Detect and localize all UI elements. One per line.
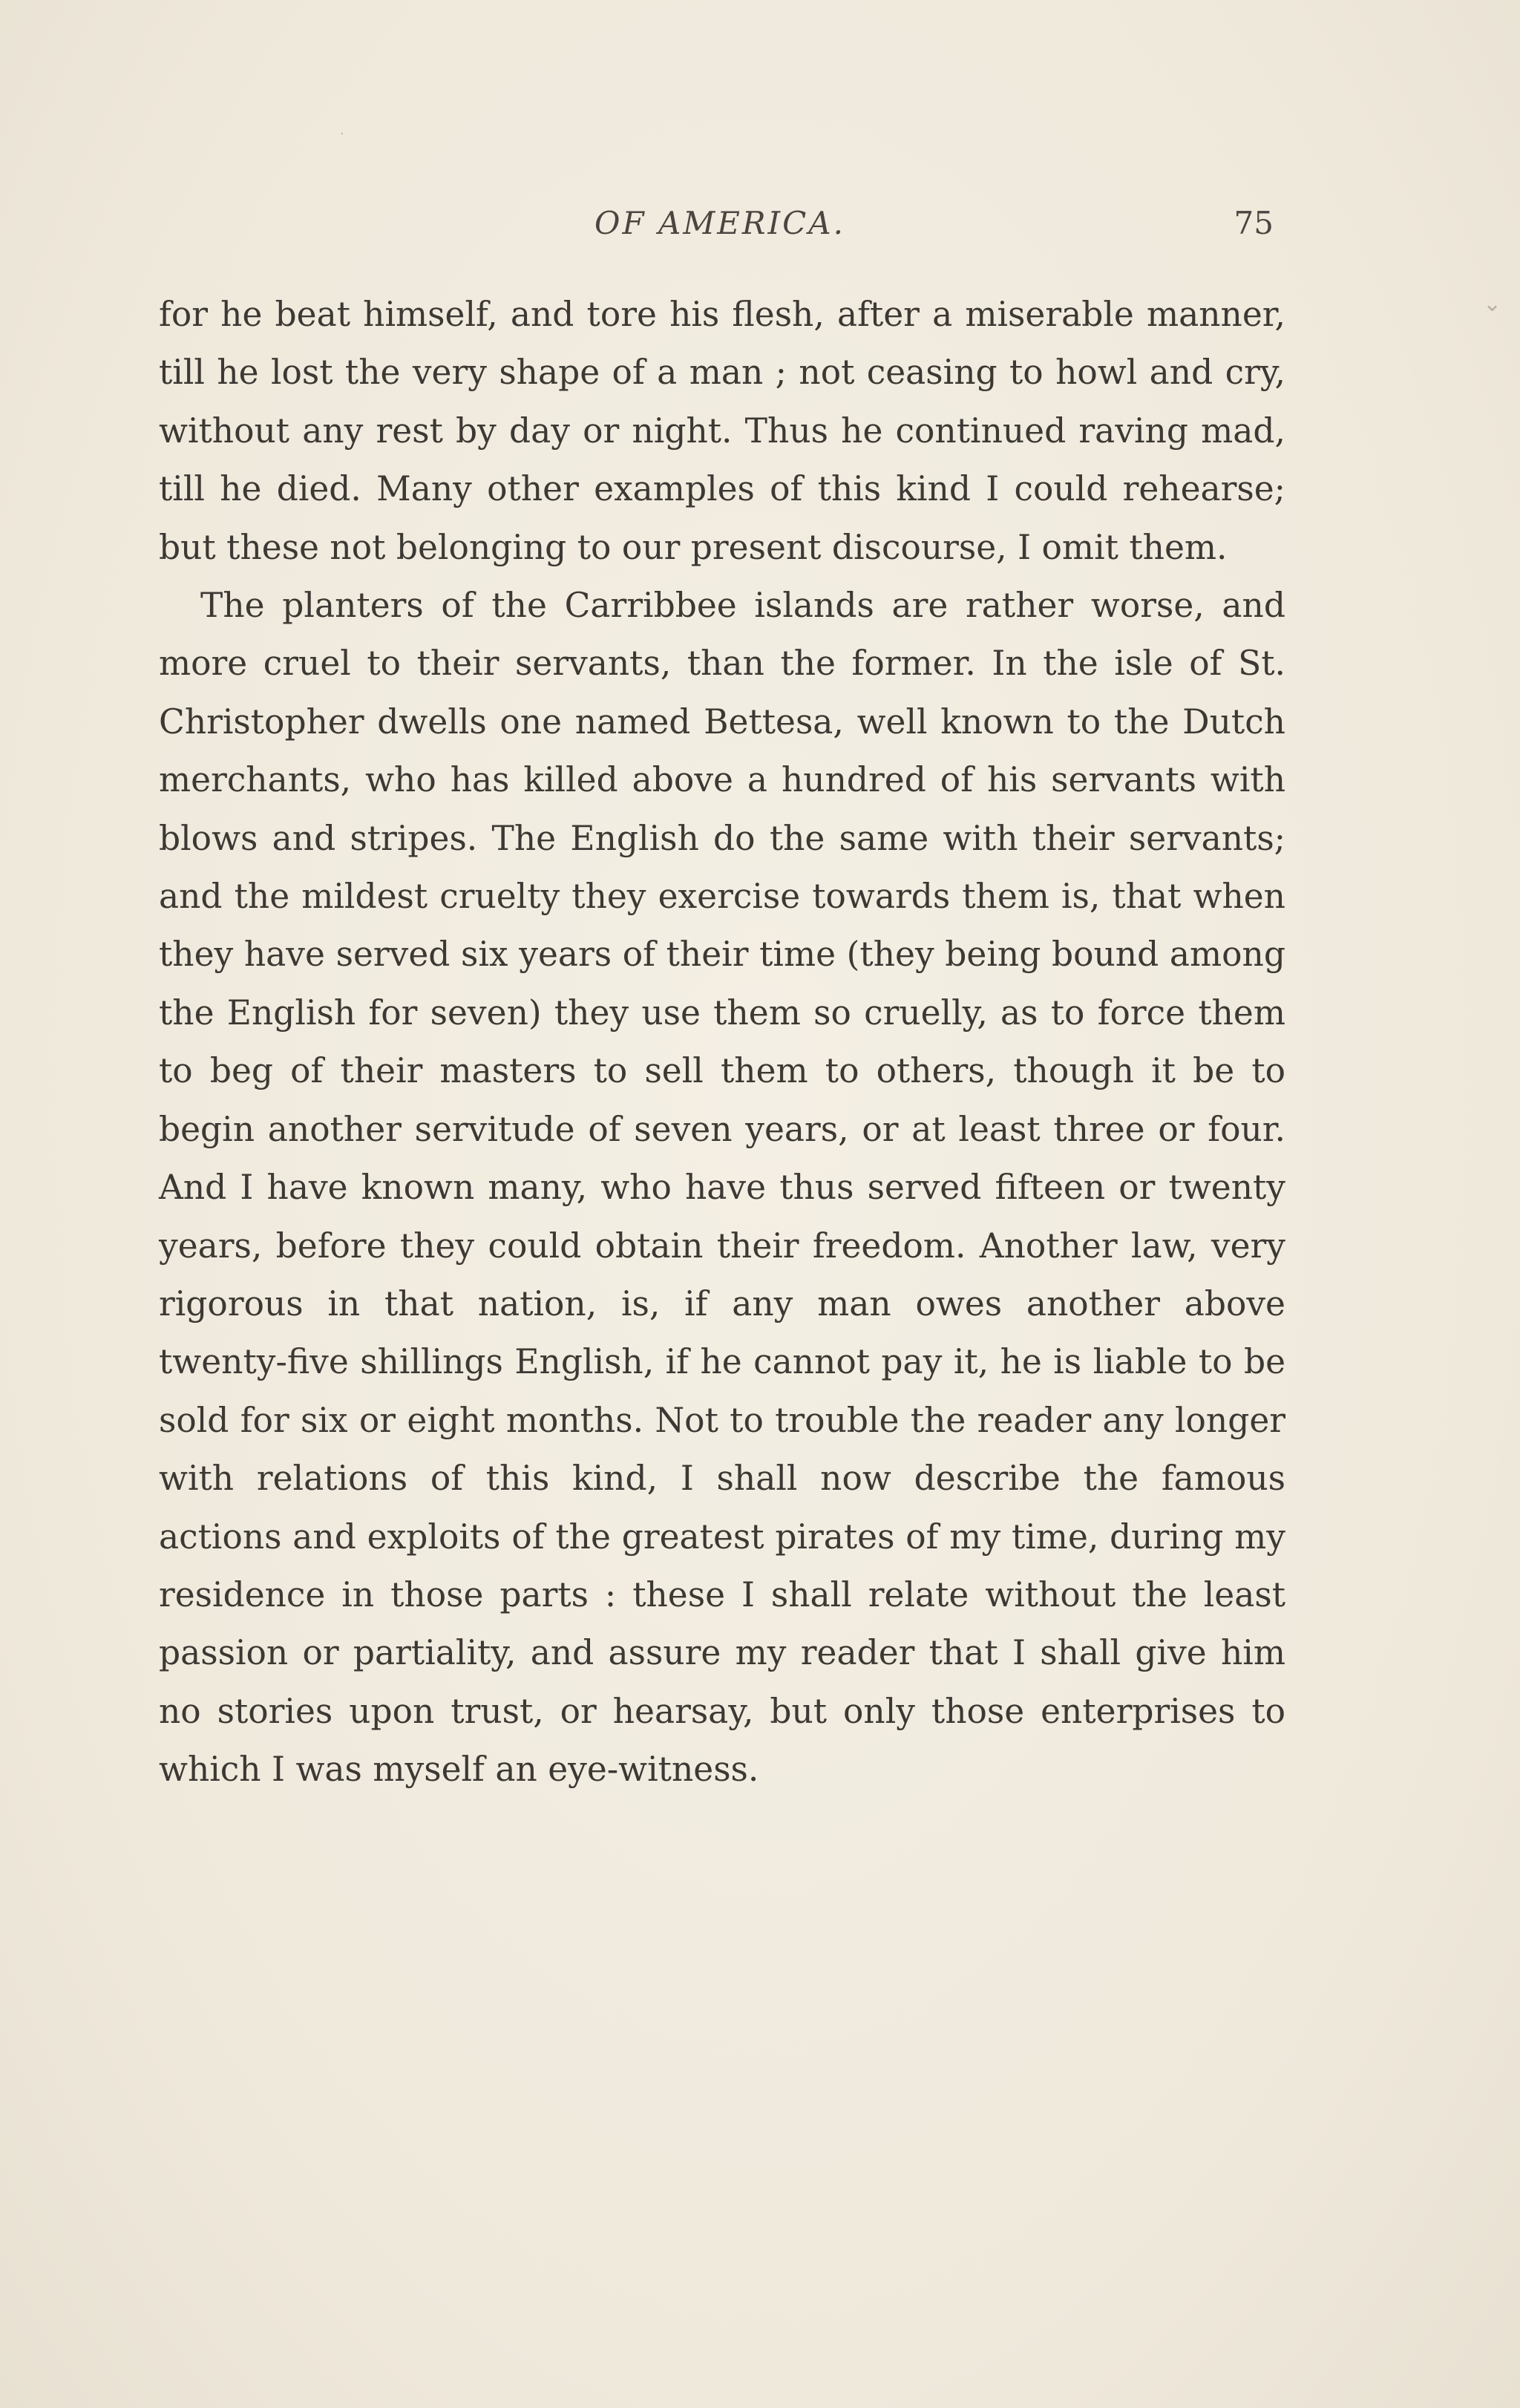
paragraph: for he beat himself, and tore his flesh, after a miserable manner, till he lost the very shape of a man ; not ceasing to howl and cry, without any rest by day or night. Thus he continued raving mad, till he died. Many other examples of this kind I could rehearse; but these not belonging to our present discourse, I omit them.: [159, 295, 1285, 567]
paragraph: The planters of the Carribbee islands are rather worse, and more cruel to their servants, than the former. In the isle of St. Christopher dwells one named Bettesa, well known to the Dutch merchants, who has killed above a hundred of his servants with blows and stripes. The English do the same with their servants; and the mildest cruelty they exercise towards them is, that when they have served six years of their time (they being bound among the English for seven) they use them so cruelly, as to force them to beg of their masters to sell them to others, though it be to begin another servitude of seven years, or at least three or four. And I have known many, who have thus served fifteen or twenty years, before they could obtain their freedom. Another law, very rigorous in that nation, is, if any man owes another above twenty-five shillings English, if he cannot pay it, he is liable to be sold for six or eight months. Not to trouble the reader any longer with relations of this kind, I shall now describe the famous actions and exploits of the greatest pirates of my time, during my residence in those parts : these I shall relate without the least passion or partiality, and assure my reader that I shall give him no stories upon trust, or hearsay, but only those enterprises to which I was myself an eye-witness.: [159, 586, 1285, 1790]
margin-tick: ⌄: [1483, 291, 1502, 317]
running-head: OF AMERICA.: [594, 205, 845, 241]
page-number: 75: [1234, 205, 1274, 241]
page-header: [156, 205, 1284, 257]
margin-speck: ·: [340, 126, 344, 142]
body-text: [159, 286, 1285, 1799]
